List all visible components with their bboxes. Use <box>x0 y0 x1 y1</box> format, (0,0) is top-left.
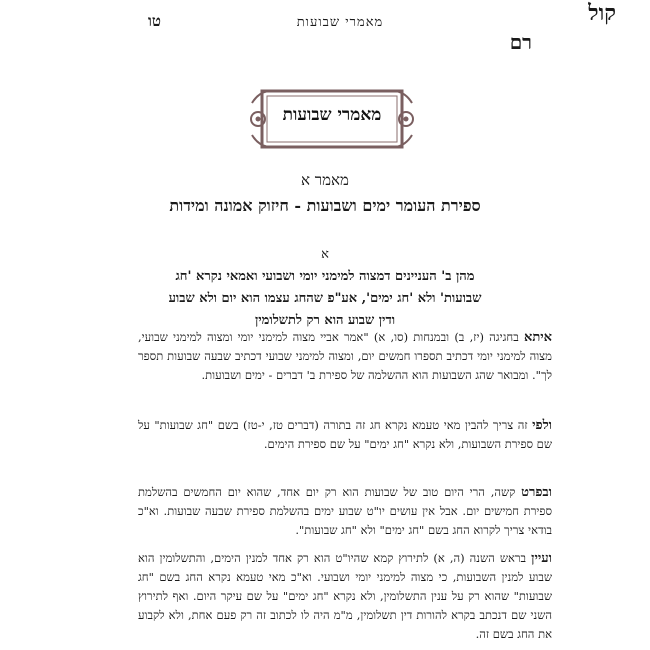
paragraph-text: בראש השנה (ה, א) לתירוץ קמא שהיו"ט הוא רק אחד למנין הימים, והתשלומין הוא שבוע למנין השבועות, כי מצוה למימני יומי ושבועי. וא"כ מאי טעמא נקרא החג בשם "חג שבועות" שהוא רק על ענין התשלומין, ולא נקרא "חג ימים" על שם עיקר היום. ואף לתירוץ השני שם דנכתב בקרא להורות דין תשלומין, מ"מ היה לו לכתוב זה רק פעם אחת, ולא לקבוע את החג בשם זה. <box>138 551 552 641</box>
paragraph-lead-word: ובפרט <box>521 485 552 500</box>
paragraph <box>138 328 552 385</box>
chapter-label: מאמר א <box>301 171 349 189</box>
paragraph <box>138 483 552 540</box>
chapter-title: ספירת העומר ימים ושבועות - חיזוק אמונה ומידות <box>169 196 481 215</box>
paragraph-lead-word: ולפי <box>532 418 552 433</box>
paragraph-lead-word: ועיין <box>531 551 552 566</box>
paragraph-text: קשה, הרי היום טוב של שבועות הוא רק יום אחד, שהוא יום החמשים בהשלמת ספירת חמישים יום. אבל אין עושים יו"ט שבוע ימים בהשלמת ספירת שבעה שבועות. וא"כ בודאי צריך לקרוא החג בשם "חג ימים" ולא "חג שבועות". <box>138 485 552 537</box>
running-header <box>0 8 650 42</box>
title-cartouche <box>248 85 416 153</box>
section-summary-line: מהן ב' העניינים דמצוה למימני יומי ושבועי ואמאי נקרא 'חג <box>175 269 475 284</box>
paragraph <box>138 549 552 644</box>
paragraph-lead-word: איתא <box>523 330 552 345</box>
paragraph-text: בחגיגה (יז, ב) ובמנחות (סו, א) "אמר אביי מצוה למימני יומי ומצוה למימני שבועי, מצוה למימני יומי דכתיב תספרו חמשים יום, ומצוה למימני שבועי דכתיב שבעה שבועות תספר לך". ומבואר שהג השבועות הוא ההשלמה של ספירת ב' דברים - ימים ושבועות. <box>138 330 552 382</box>
corner-label-top: קול <box>588 0 616 26</box>
section-summary-line: ודין שבוע הוא רק לתשלומין <box>254 313 396 328</box>
corner-label-sub: רם <box>509 30 532 54</box>
paragraph <box>138 416 552 454</box>
section-letter: א <box>321 247 329 262</box>
section-summary <box>165 266 485 332</box>
paragraph-text: זה צריך להבין מאי טעמא נקרא חג זה בתורה (דברים טז, י-טז) בשם "חג שבועות" על שם ספירת השבועות, ולא נקרא "חג ימים" על שם ספירת הימים. <box>138 418 552 451</box>
page-number: טו <box>148 12 161 30</box>
section-summary-line: שבועות' ולא 'חג ימים', אע"פ שהחג עצמו הוא יום ולא שבוע <box>168 291 482 306</box>
running-title: מאמרי שבועות <box>296 15 384 30</box>
cartouche-title: מאמרי שבועות <box>282 105 382 125</box>
